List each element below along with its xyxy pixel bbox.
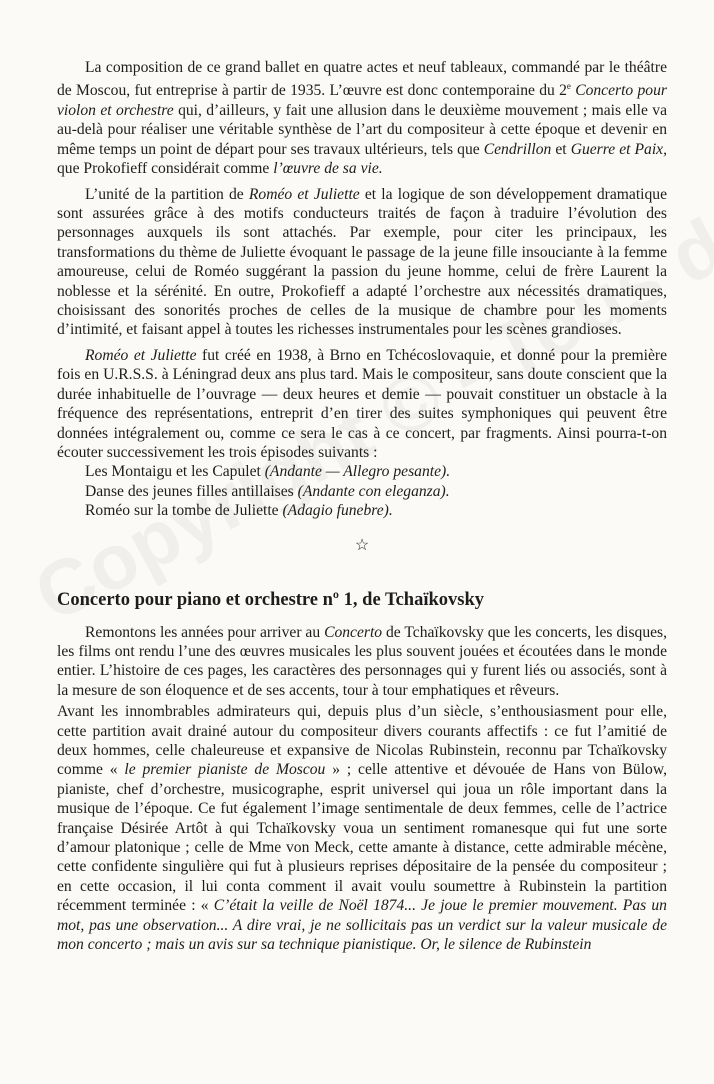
episode-title: Danse des jeunes filles antillaises <box>85 482 298 500</box>
work-title: Roméo et Juliette <box>248 185 360 203</box>
episode-tempo: (Andante — Allegro pesante). <box>264 463 451 481</box>
work-title: Concerto <box>324 623 383 641</box>
text: L’unité de la partition de <box>85 185 249 203</box>
episode-item <box>57 462 667 481</box>
quotation: C’était la veille de Noël 1874... Je joue le premier mouvement. Pas un mot, pas une observation... A dire vrai, je ne sollicitais pas un verdict sur la valeur musicale de mon concerto ; mais un avis sur sa technique pianistique. Or, le silence de Rubinstein <box>57 897 667 954</box>
text: Avant les innombrables admirateurs qui, depuis plus d’un siècle, s’enthousiasment pour elle, cette partition avait drainé autour du compositeur divers courants affectifs : ce fut l’amitié de deux hommes, celle chaleureuse et expansive de Nicolas Rubinstein, reconnu par Tchaïkovsky comme « <box>57 703 667 779</box>
paragraph-composition <box>57 58 667 179</box>
paragraph-unity <box>57 185 667 340</box>
paragraph-remontons <box>57 623 667 701</box>
work-title: Roméo et Juliette <box>85 346 197 364</box>
text: » ; celle attentive et dévouée de Hans von Bülow, pianiste, chef d’orchestre, musicographe, esprit universel qui joua un rôle important dans la musique de l’époque. Ce fut également l’image sentimentale de deux femmes, celle de l’actrice française Désirée Artôt à qui Tchaïkovsky voua un sentiment romanesque qui fut une sorte d’amour platonique ; celle de Mme von Meck, cette amante à distance, cette admirable mécène, cette confidente singulière qui fut à plusieurs reprises dépositaire de la pensée du compositeur ; en cette occasion, il lui conta comment il avait voulu soumettre à Rubinstein la partition récemment terminée : « <box>57 761 667 915</box>
text: de Tchaïkovsky que les concerts, les disques, les films ont rendu l’une des œuvres musicales les plus souvent jouées et écoutées dans le monde entier. L’histoire de ces pages, les caractères des personnages qui y furent liés ou associés, sont à la mesure de son éloquence et de ses accents, tour à tour emphatiques et rêveurs. <box>57 623 668 699</box>
ballet-section <box>57 58 667 555</box>
episode-item <box>57 482 667 501</box>
quotation: le premier pianiste de Moscou <box>124 761 326 779</box>
text: qui, d’ailleurs, y fait une allusion dans le deuxième mouvement ; mais elle va au-delà pour réaliser une véritable synthèse de l’art du compositeur à cette époque et devenir en même temps un point de départ pour ses travaux ultérieurs, tels que <box>57 102 667 158</box>
text: La composition de ce grand ballet en quatre actes et neuf tableaux, commandé par le théâtre de Moscou, fut entreprise à partir de 1935. L’œuvre est donc contemporaine du 2 <box>57 59 667 100</box>
paragraph-admirateurs <box>57 702 667 954</box>
episode-tempo: (Adagio funebre). <box>282 502 393 520</box>
work-title: Concerto pour violon et orchestre <box>57 82 667 119</box>
text: et la logique de son développement dramatique sont assurées grâce à des motifs conducteurs traités de façon à traduire l’évolution des personnages auxquels ils sont attachés. Par exemple, pour citer les principaux, les transformations du thème de Juliette évoquant le passage de la jeune fille insouciante à la femme amoureuse, celui de Roméo suggérant la passion du jeune homme, celui de frère Laurent la noblesse et la sérénité. En outre, Prokofieff a adapté l’orchestre aux nécessités dramatiques, choisissant des sonorités proches de celles de la musique de chambre pour les moments d’intimité, et faisant appel à toutes les richesses instrumentales pour les scènes grandioses. <box>57 185 668 339</box>
work-title: Guerre et Paix, <box>570 140 667 158</box>
episode-tempo: (Andante con eleganza). <box>297 482 450 500</box>
text: et <box>551 140 571 158</box>
section-heading: Concerto pour piano et orchestre nº 1, de Tchaïkovsky <box>57 589 485 610</box>
page-content <box>57 58 667 954</box>
star-separator: ☆ <box>354 536 370 554</box>
episode-title: Roméo sur la tombe de Juliette <box>85 502 283 520</box>
episode-title: Les Montaigu et les Capulet <box>85 463 265 481</box>
text: que Prokofieff considérait comme <box>57 160 274 178</box>
episode-item <box>57 501 667 520</box>
text: fut créé en 1938, à Brno en Tchécoslovaquie, et donné pour la première fois en U.R.S.S. à Léningrad deux ans plus tard. Mais le compositeur, sans doute conscient que la durée inhabituelle de l’ouvrage — deux heures et demie — pouvait constituer un obstacle à la fréquence des représentations, entreprit d’en tirer des suites symphoniques qui peuvent être données intégralement ou, comme ce sera le cas à ce concert, par fragments. Ainsi pourra-t-on écouter successivement les trois épisodes suivants : <box>57 346 667 461</box>
paragraph-premiere <box>57 346 667 462</box>
emphasis: l’œuvre de sa vie. <box>273 160 383 178</box>
superscript: e <box>566 81 571 92</box>
work-title: Cendrillon <box>483 140 552 158</box>
episodes-list <box>57 462 667 520</box>
concerto-section <box>57 623 667 955</box>
text: Remontons les années pour arriver au <box>85 623 325 641</box>
